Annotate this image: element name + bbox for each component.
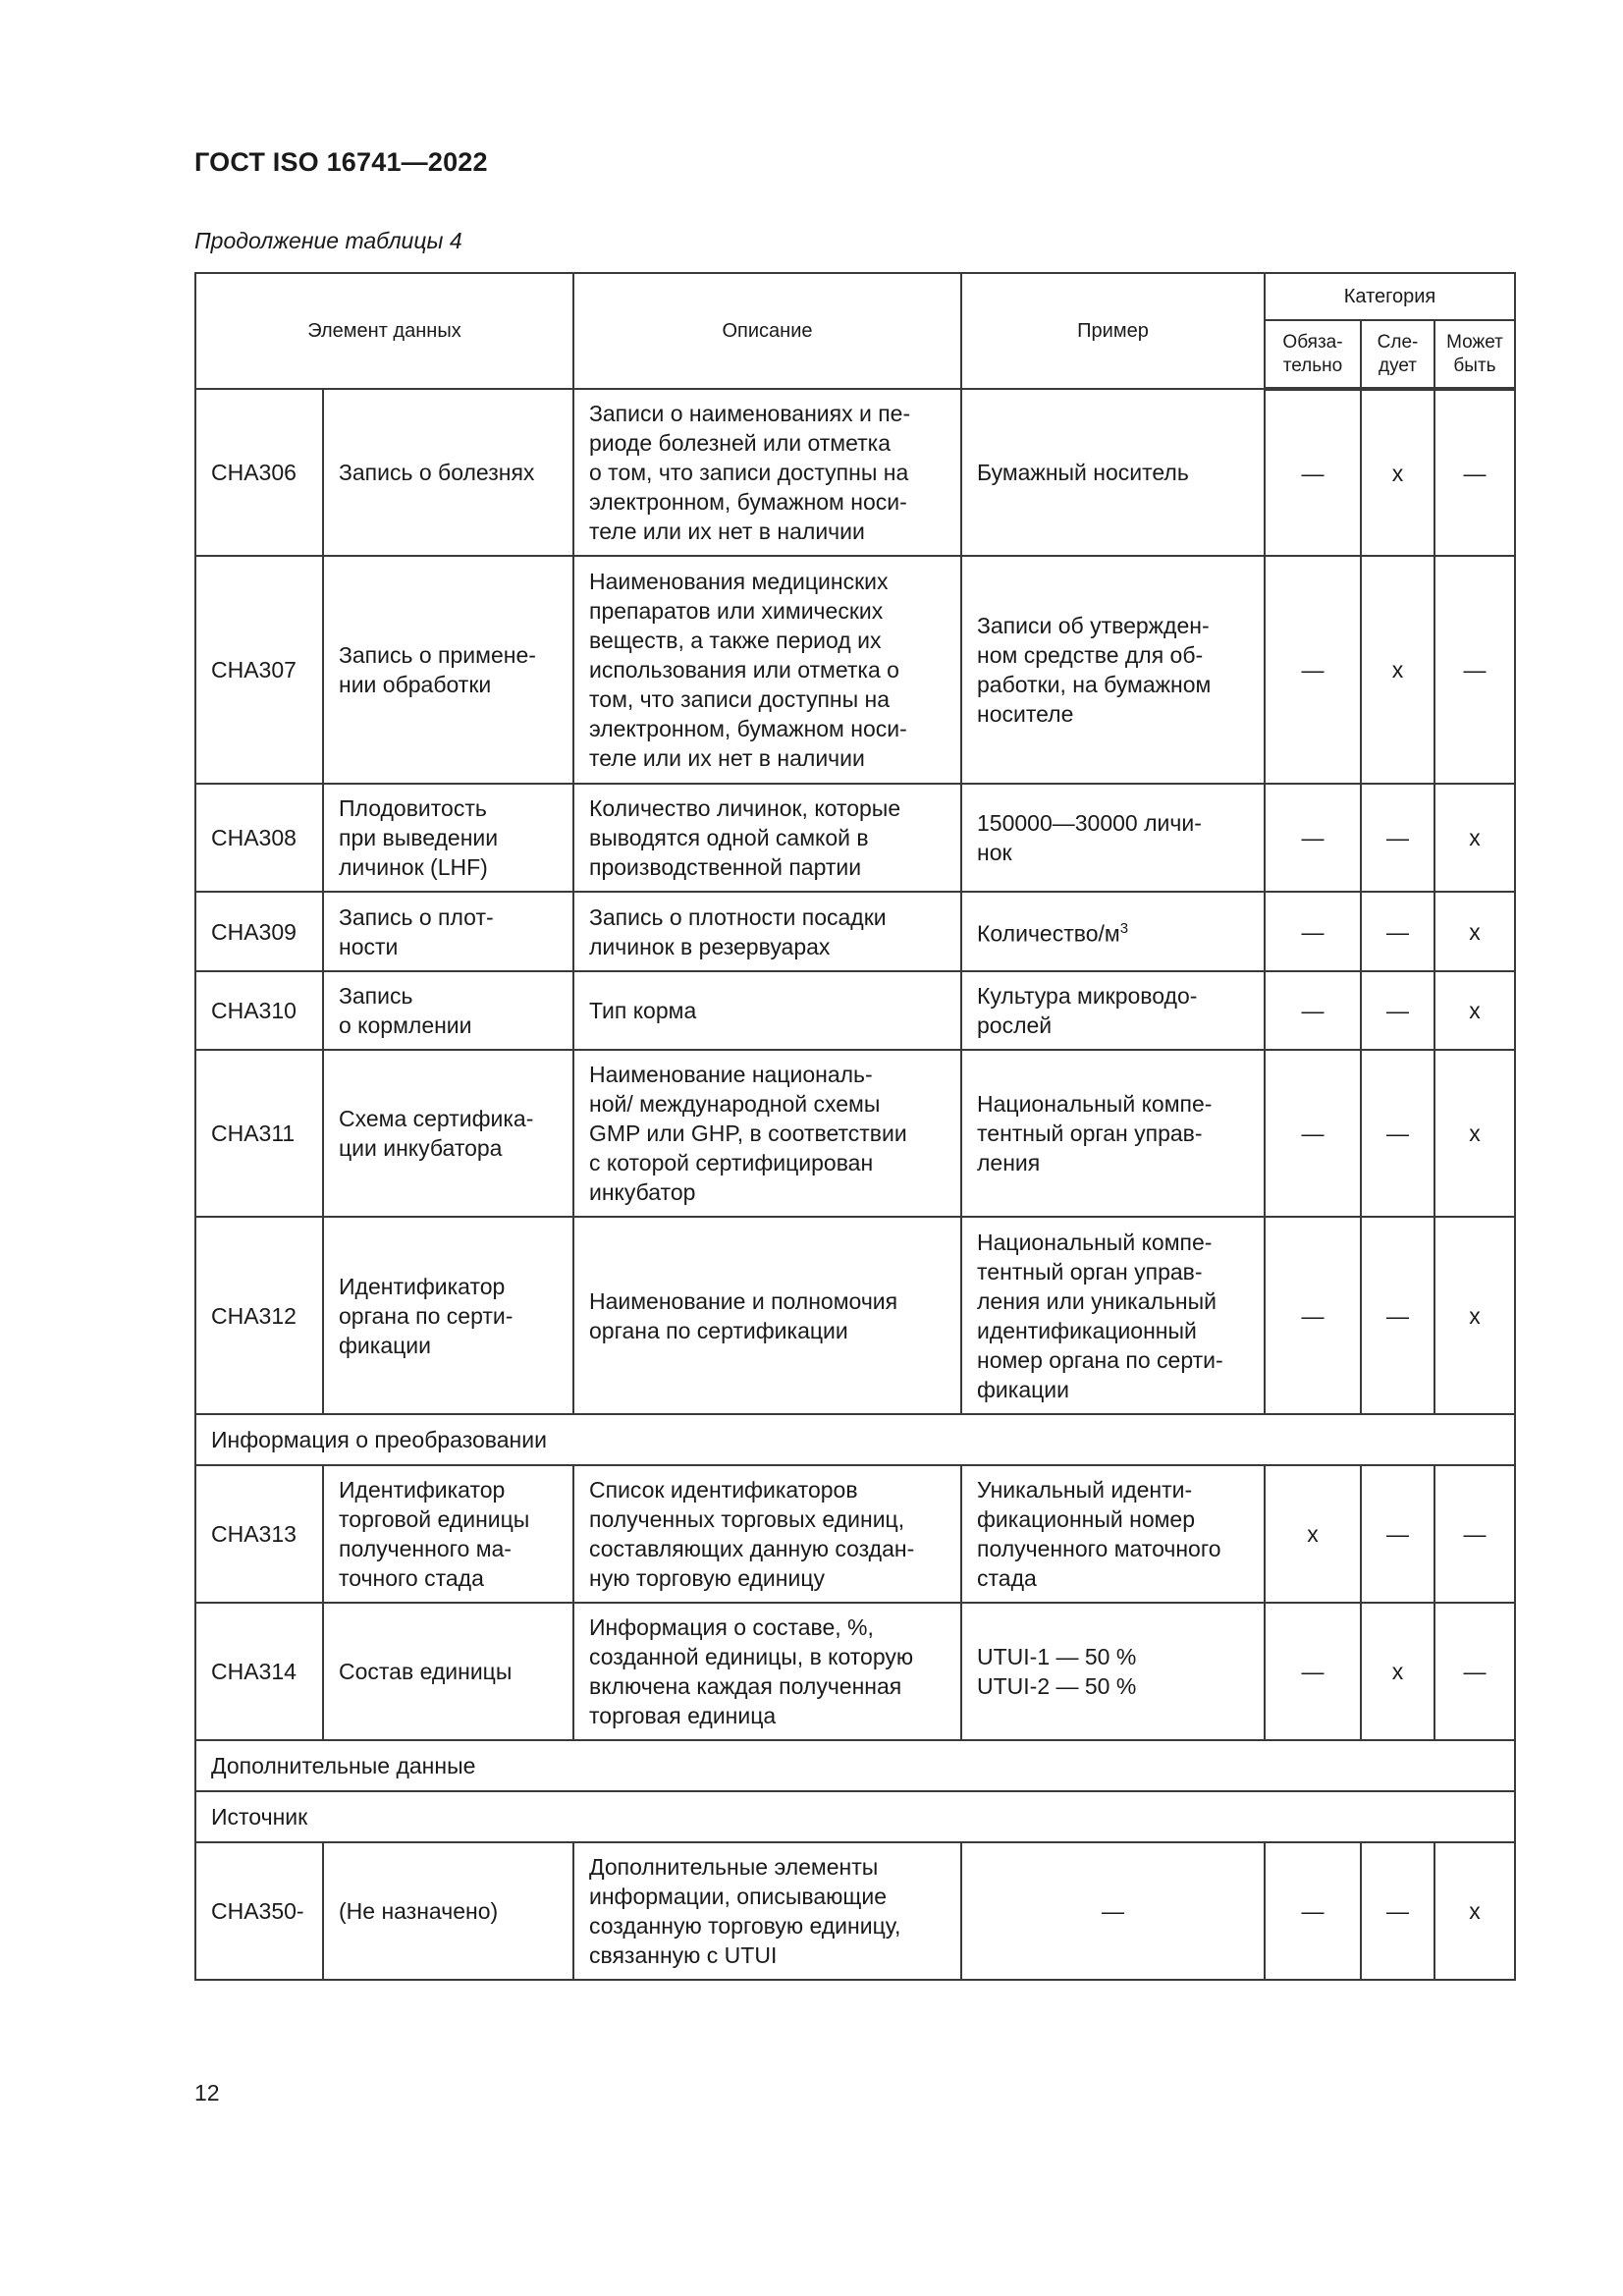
table-row — [195, 1603, 1515, 1740]
category-mandatory: — — [1265, 556, 1361, 784]
category-should: — — [1361, 892, 1434, 971]
element-example: Уникальный иденти- фикационный номер полученного маточного стада — [961, 1465, 1265, 1603]
example-superscript: 3 — [1119, 920, 1129, 938]
category-mandatory: — — [1265, 1217, 1361, 1414]
element-code: CHA350- — [195, 1842, 323, 1980]
col-header-mandatory: Обяза- тельно — [1265, 320, 1361, 389]
category-mandatory: — — [1265, 892, 1361, 971]
category-may: x — [1434, 1842, 1515, 1980]
element-example: Культура микроводо- рослей — [961, 971, 1265, 1050]
element-name: Схема сертифика- ции инкубатора — [323, 1050, 573, 1217]
table-caption: Продолжение таблицы 4 — [194, 228, 462, 253]
table-row — [195, 556, 1515, 784]
col-header-should: Сле- дует — [1361, 320, 1434, 389]
element-example: Национальный компе- тентный орган управ- ления — [961, 1050, 1265, 1217]
table-row — [195, 1842, 1515, 1980]
element-code: CHA314 — [195, 1603, 323, 1740]
category-should: — — [1361, 971, 1434, 1050]
col-header-category: Категория — [1265, 273, 1515, 320]
col-header-example: Пример — [961, 273, 1265, 389]
element-name: Запись о плот- ности — [323, 892, 573, 971]
element-description: Наименования медицинских препаратов или химических веществ, а также период их использования или отметка о том, что записи доступны на электронном, бумажном носи- теле или их нет в наличии — [573, 556, 961, 784]
element-description: Количество личинок, которые выводятся одной самкой в производственной партии — [573, 784, 961, 892]
category-should: — — [1361, 784, 1434, 892]
category-should: x — [1361, 389, 1434, 556]
page-number: 12 — [194, 2080, 220, 2105]
element-example: UTUI-1 — 50 % UTUI-2 — 50 % — [961, 1603, 1265, 1740]
category-may: — — [1434, 556, 1515, 784]
category-mandatory: — — [1265, 1842, 1361, 1980]
col-header-description: Описание — [573, 273, 961, 389]
element-description: Записи о наименованиях и пе- риоде болезней или отметка о том, что записи доступны на электронном, бумажном носи- теле или их нет в наличии — [573, 389, 961, 556]
element-example: — — [961, 1842, 1265, 1980]
table-row — [195, 389, 1515, 556]
element-name: Запись о болезнях — [323, 389, 573, 556]
category-may: x — [1434, 892, 1515, 971]
element-name: Запись о примене- нии обработки — [323, 556, 573, 784]
category-may: x — [1434, 1217, 1515, 1414]
col-header-may: Может быть — [1434, 320, 1515, 389]
element-code: CHA313 — [195, 1465, 323, 1603]
element-name: Плодовитость при выведении личинок (LHF) — [323, 784, 573, 892]
data-elements-table — [194, 272, 1516, 1981]
element-code: CHA307 — [195, 556, 323, 784]
element-example: 150000—30000 личи- нок — [961, 784, 1265, 892]
element-code: CHA309 — [195, 892, 323, 971]
table-row — [195, 1050, 1515, 1217]
category-may: x — [1434, 784, 1515, 892]
section-row — [195, 1791, 1515, 1842]
example-text: Количество/м — [977, 920, 1120, 947]
element-code: CHA311 — [195, 1050, 323, 1217]
category-should: — — [1361, 1050, 1434, 1217]
category-should: — — [1361, 1217, 1434, 1414]
element-description: Список идентификаторов полученных торговых единиц, составляющих данную создан- ную торговую единицу — [573, 1465, 961, 1603]
element-description: Информация о составе, %, созданной единицы, в которую включена каждая полученная торговая единица — [573, 1603, 961, 1740]
category-should: x — [1361, 1603, 1434, 1740]
element-name: Запись о кормлении — [323, 971, 573, 1050]
element-description: Наименование и полномочия органа по сертификации — [573, 1217, 961, 1414]
section-transform: Информация о преобразовании — [195, 1414, 1515, 1465]
element-description: Тип корма — [573, 971, 961, 1050]
section-row — [195, 1414, 1515, 1465]
category-may: — — [1434, 1603, 1515, 1740]
category-mandatory: x — [1265, 1465, 1361, 1603]
element-example: Записи об утвержден- ном средстве для об- работки, на бумажном носителе — [961, 556, 1265, 784]
category-should: — — [1361, 1465, 1434, 1603]
table-row — [195, 971, 1515, 1050]
element-name: Идентификатор органа по серти- фикации — [323, 1217, 573, 1414]
element-code: CHA312 — [195, 1217, 323, 1414]
category-should: — — [1361, 1842, 1434, 1980]
element-description: Дополнительные элементы информации, описывающие созданную торговую единицу, связанную с UTUI — [573, 1842, 961, 1980]
category-mandatory: — — [1265, 784, 1361, 892]
element-code: CHA306 — [195, 389, 323, 556]
element-name: (Не назначено) — [323, 1842, 573, 1980]
element-example — [961, 892, 1265, 971]
section-row — [195, 1740, 1515, 1791]
section-source: Источник — [195, 1791, 1515, 1842]
document-header: ГОСТ ISO 16741—2022 — [194, 147, 488, 177]
category-may: x — [1434, 1050, 1515, 1217]
element-name: Идентификатор торговой единицы полученного ма- точного стада — [323, 1465, 573, 1603]
category-mandatory: — — [1265, 389, 1361, 556]
element-description: Наименование националь- ной/ международной схемы GMP или GHP, в соответствии с которой сертифицирован инкубатор — [573, 1050, 961, 1217]
element-name: Состав единицы — [323, 1603, 573, 1740]
category-should: x — [1361, 556, 1434, 784]
element-example: Национальный компе- тентный орган управ- ления или уникальный идентификационный номер органа по серти- фикации — [961, 1217, 1265, 1414]
category-may: — — [1434, 1465, 1515, 1603]
category-mandatory: — — [1265, 1050, 1361, 1217]
category-mandatory: — — [1265, 1603, 1361, 1740]
col-header-data-element: Элемент данных — [195, 273, 573, 389]
element-example: Бумажный носитель — [961, 389, 1265, 556]
element-description: Запись о плотности посадки личинок в резервуарах — [573, 892, 961, 971]
category-may: x — [1434, 971, 1515, 1050]
table-row — [195, 1465, 1515, 1603]
section-additional: Дополнительные данные — [195, 1740, 1515, 1791]
table-row — [195, 784, 1515, 892]
element-code: CHA310 — [195, 971, 323, 1050]
table-row — [195, 1217, 1515, 1414]
category-may: — — [1434, 389, 1515, 556]
element-code: CHA308 — [195, 784, 323, 892]
category-mandatory: — — [1265, 971, 1361, 1050]
table-row — [195, 892, 1515, 971]
